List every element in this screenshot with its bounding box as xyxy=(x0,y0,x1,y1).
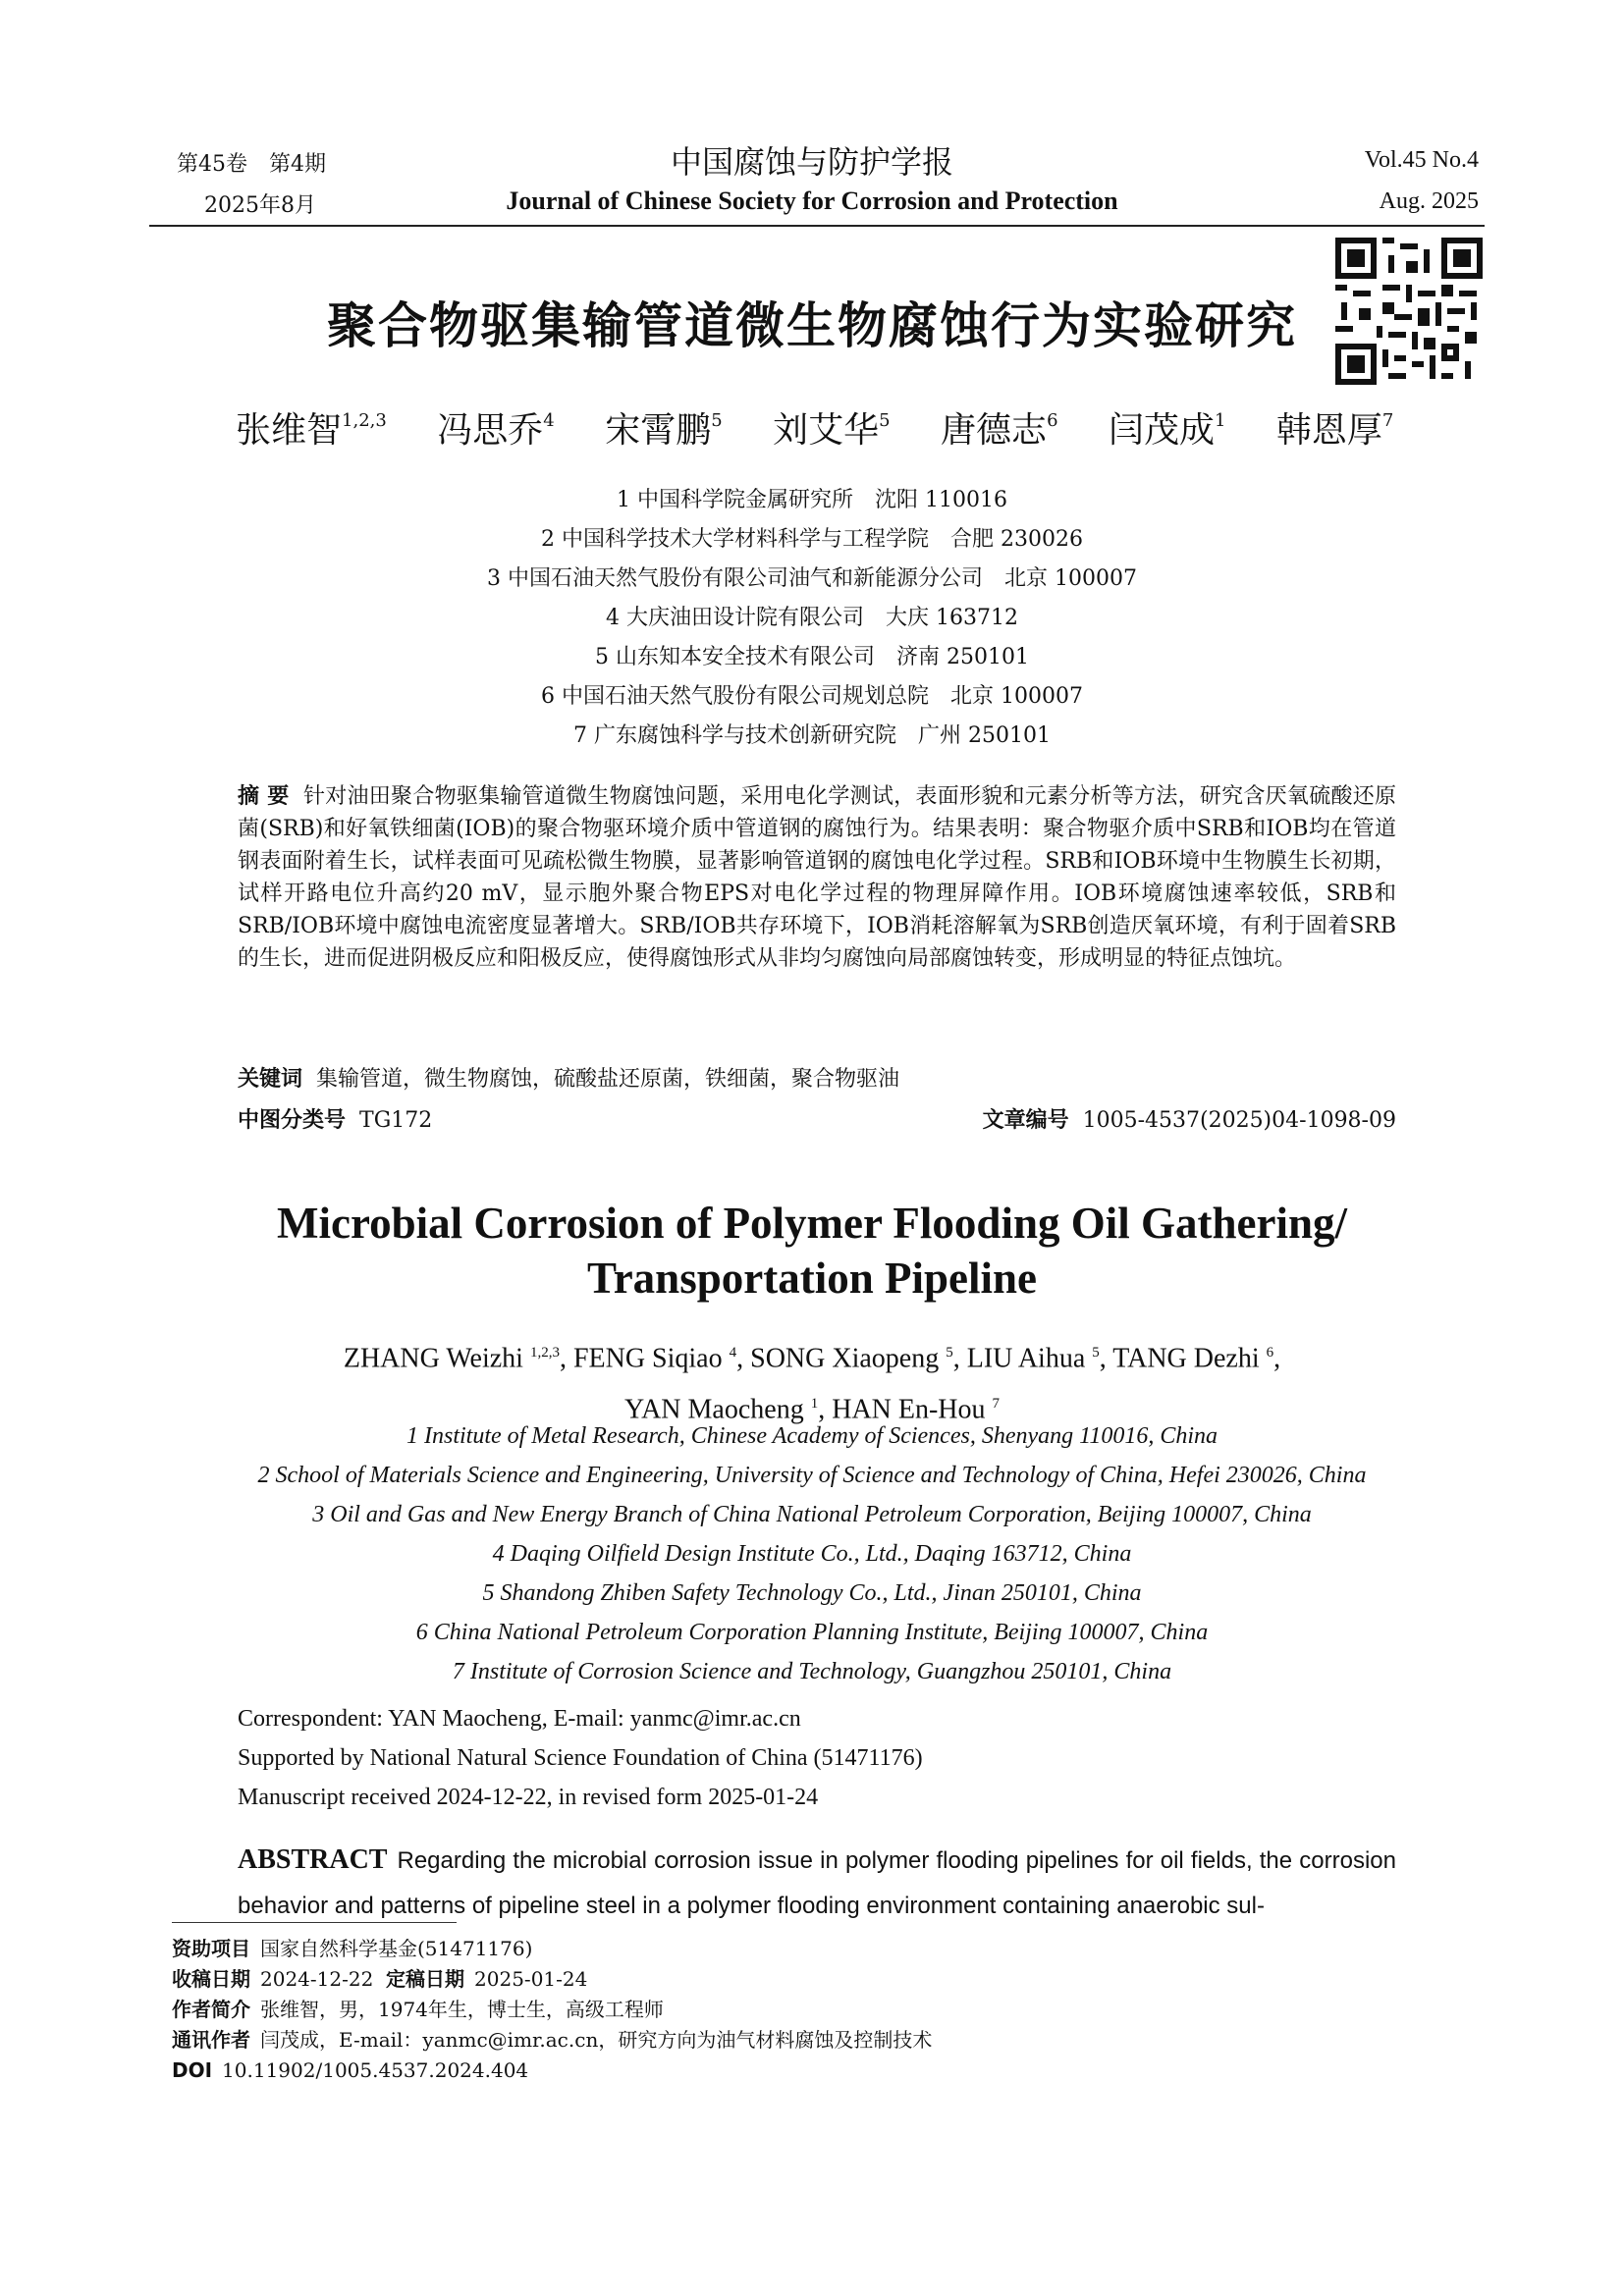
paper-title-cn: 聚合物驱集输管道微生物腐蚀行为实验研究 xyxy=(327,297,1297,354)
footnote-rule xyxy=(172,1922,457,1923)
author-affil-sup: 4 xyxy=(729,1345,737,1361)
author-cn: 冯思乔 xyxy=(437,410,544,451)
journal-title-cn: 中国腐蚀与防护学报 xyxy=(670,143,953,181)
article-number xyxy=(983,1104,1396,1137)
author-cn: 唐德志 xyxy=(941,410,1048,451)
affiliation-cn: 1 中国科学院金属研究所 沈阳 110016 xyxy=(617,488,1007,512)
footnote-text: 闫茂成，E-mail：yanmc@imr.ac.cn，研究方向为油气材料腐蚀及控制技术 xyxy=(260,2028,933,2052)
author-affil-sup: 4 xyxy=(543,410,555,431)
volume-issue-en: Vol.45 No.4 xyxy=(1364,147,1479,173)
author-cn: 闫茂成 xyxy=(1108,410,1215,451)
affiliation-cn: 3 中国石油天然气股份有限公司油气和新能源分公司 北京 100007 xyxy=(487,566,1137,591)
affiliations-cn xyxy=(0,481,1624,756)
keywords-cn-label: 关键词 xyxy=(238,1067,303,1092)
author-cn: 宋霄鹏 xyxy=(605,410,712,451)
affiliation-cn: 6 中国石油天然气股份有限公司规划总院 北京 100007 xyxy=(541,684,1083,709)
abstract-en xyxy=(238,1838,1396,1929)
authors-cn xyxy=(236,402,1393,453)
paper-title-en xyxy=(0,1196,1624,1306)
affiliation-cn: 4 大庆油田设计院有限公司 大庆 163712 xyxy=(606,606,1018,630)
manuscript-dates: Manuscript received 2024-12-22, in revised form 2025-01-24 xyxy=(238,1785,819,1810)
article-info-en xyxy=(238,1699,923,1817)
author-en: HAN En-Hou xyxy=(832,1394,986,1425)
author-en: TANG Dezhi xyxy=(1112,1343,1260,1374)
affiliation-en: 1 Institute of Metal Research, Chinese Academy of Sciences, Shenyang 110016, China xyxy=(406,1423,1218,1449)
correspondent: Correspondent: YAN Maocheng, E-mail: yanmc@imr.ac.cn xyxy=(238,1706,801,1732)
footnote-text: 2024-12-22 xyxy=(260,1967,374,1991)
keywords-cn xyxy=(238,1063,1396,1095)
author-affil-sup: 1,2,3 xyxy=(529,1345,560,1361)
author-cn: 韩恩厚 xyxy=(1275,410,1382,451)
authors-en-line1: ZHANG Weizhi $^{1,2,3}$, FENG Siqiao $^4$, SONG Xiaopeng $^5$, LIU Aihua $^5$, TANG Dezhi $^6$, xyxy=(343,1343,1281,1374)
footnote-label: 通讯作者 xyxy=(172,2028,250,2052)
author-affil-sup: 7 xyxy=(992,1396,1001,1413)
author-affil-sup: 1 xyxy=(810,1396,819,1413)
footnote-text: 张维智，男，1974年生，博士生，高级工程师 xyxy=(260,1998,664,2021)
affiliation-en: 3 Oil and Gas and New Energy Branch of China National Petroleum Corporation, Beijing 100007, China xyxy=(312,1502,1312,1527)
abstract-cn-text: 针对油田聚合物驱集输管道微生物腐蚀问题，采用电化学测试，表面形貌和元素分析等方法，研究含厌氧硫酸还原菌(SRB)和好氧铁细菌(IOB)的聚合物驱环境介质中管道钢的腐蚀行为。结果表明：聚合物驱介质中SRB和IOB均在管道钢表面附着生长，试样表面可见疏松微生物膜，显著影响管道钢的腐蚀电化学过程。SRB和IOB环境中生物膜生长初期，试样开路电位升高约20 mV，显示胞外聚合物EPS对电化学过程的物理屏障作用。IOB环境腐蚀速率较低，SRB和SRB/IOB环境中腐蚀电流密度显著增大。SRB/IOB共存环境下，IOB消耗溶解氧为SRB创造厌氧环境，有利于固着SRB的生长，进而促进阴极反应和阳极反应，使得腐蚀形式从非均匀腐蚀向局部腐蚀转变，形成明显的特征点蚀坑。 xyxy=(238,784,1396,971)
author-affil-sup: 5 xyxy=(879,410,891,431)
affiliations-en xyxy=(0,1416,1624,1691)
author-cn: 张维智 xyxy=(236,410,343,451)
header-rule xyxy=(149,225,1485,227)
author-en: FENG Siqiao xyxy=(572,1343,723,1374)
abstract-en-label: ABSTRACT xyxy=(238,1844,388,1875)
footnote-label: DOI xyxy=(172,2058,213,2082)
authors-en-line2: YAN Maocheng $^1$, HAN En-Hou $^7$ xyxy=(623,1394,1001,1425)
affiliation-en: 6 China National Petroleum Corporation Planning Institute, Beijing 100007, China xyxy=(415,1620,1209,1645)
author-en: SONG Xiaopeng xyxy=(750,1343,940,1374)
footnote-funding xyxy=(172,1934,932,1964)
affiliation-en: 2 School of Materials Science and Engineering, University of Science and Technology of China, Hefei 230026, China xyxy=(257,1463,1367,1488)
abstract-cn-label: 摘 要 xyxy=(238,784,290,809)
footnote-text: 国家自然科学基金(51471176) xyxy=(260,1937,533,1960)
author-affil-sup: 6 xyxy=(1266,1345,1274,1361)
author-en: YAN Maocheng xyxy=(623,1394,804,1425)
footnote-label: 收稿日期 xyxy=(172,1967,250,1991)
abstract-en-text: Regarding the microbial corrosion issue in polymer flooding pipelines for oil fields, the corrosion behavior and patterns of pipeline steel in a polymer flooding environment containing anaerobic sul- xyxy=(238,1847,1396,1919)
author-affil-sup: 5 xyxy=(1092,1345,1100,1361)
footnote-doi xyxy=(172,2056,932,2086)
author-affil-sup: 1 xyxy=(1214,410,1226,431)
footnote-text: 10.11902/1005.4537.2024.404 xyxy=(222,2058,529,2082)
classification-value: TG172 xyxy=(359,1108,433,1133)
author-affil-sup: 5 xyxy=(711,410,723,431)
date-cn: 2025年8月 xyxy=(204,193,316,218)
affiliation-cn: 7 广东腐蚀科学与技术创新研究院 广州 250101 xyxy=(573,723,1051,748)
supported-by: Supported by National Natural Science Foundation of China (51471176) xyxy=(238,1745,923,1771)
article-number-value: 1005-4537(2025)04-1098-09 xyxy=(1082,1108,1396,1133)
author-affil-sup: 1,2,3 xyxy=(342,410,387,431)
affiliation-en: 7 Institute of Corrosion Science and Technology, Guangzhou 250101, China xyxy=(452,1659,1172,1684)
volume-issue-cn: 第45卷 第4期 xyxy=(177,152,326,177)
author-affil-sup: 6 xyxy=(1047,410,1058,431)
author-en: LIU Aihua xyxy=(966,1343,1086,1374)
classification-line xyxy=(238,1104,1396,1137)
author-affil-sup: 7 xyxy=(1381,410,1394,431)
keywords-cn-text: 集输管道，微生物腐蚀，硫酸盐还原菌，铁细菌，聚合物驱油 xyxy=(316,1067,900,1092)
footnote-author-bio xyxy=(172,1995,932,2025)
affiliation-cn: 2 中国科学技术大学材料科学与工程学院 合肥 230026 xyxy=(541,527,1083,552)
affiliation-en: 5 Shandong Zhiben Safety Technology Co., Ltd., Jinan 250101, China xyxy=(482,1580,1142,1606)
footnote-label: 定稿日期 xyxy=(386,1967,465,1991)
paper-title-en-line2: Transportation Pipeline xyxy=(587,1254,1037,1303)
article-number-label: 文章编号 xyxy=(982,1108,1069,1133)
author-cn: 刘艾华 xyxy=(773,410,880,451)
footnote-dates xyxy=(172,1964,932,1995)
date-en: Aug. 2025 xyxy=(1379,188,1479,214)
footnote-corresponding xyxy=(172,2025,932,2056)
footnotes xyxy=(172,1934,932,2086)
paper-title-en-line1: Microbial Corrosion of Polymer Flooding Oil Gathering/ xyxy=(277,1199,1347,1248)
affiliation-en: 4 Daqing Oilfield Design Institute Co., Ltd., Daqing 163712, China xyxy=(492,1541,1132,1567)
footnote-text: 2025-01-24 xyxy=(474,1967,588,1991)
author-affil-sup: 5 xyxy=(946,1345,953,1361)
abstract-cn xyxy=(238,780,1396,975)
journal-title-en: Journal of Chinese Society for Corrosion and Protection xyxy=(506,187,1118,215)
affiliation-cn: 5 山东知本安全技术有限公司 济南 250101 xyxy=(595,645,1029,669)
classification-label: 中图分类号 xyxy=(238,1108,347,1133)
footnote-label: 资助项目 xyxy=(172,1937,250,1960)
footnote-label: 作者简介 xyxy=(172,1998,250,2021)
author-en: ZHANG Weizhi xyxy=(343,1343,523,1374)
